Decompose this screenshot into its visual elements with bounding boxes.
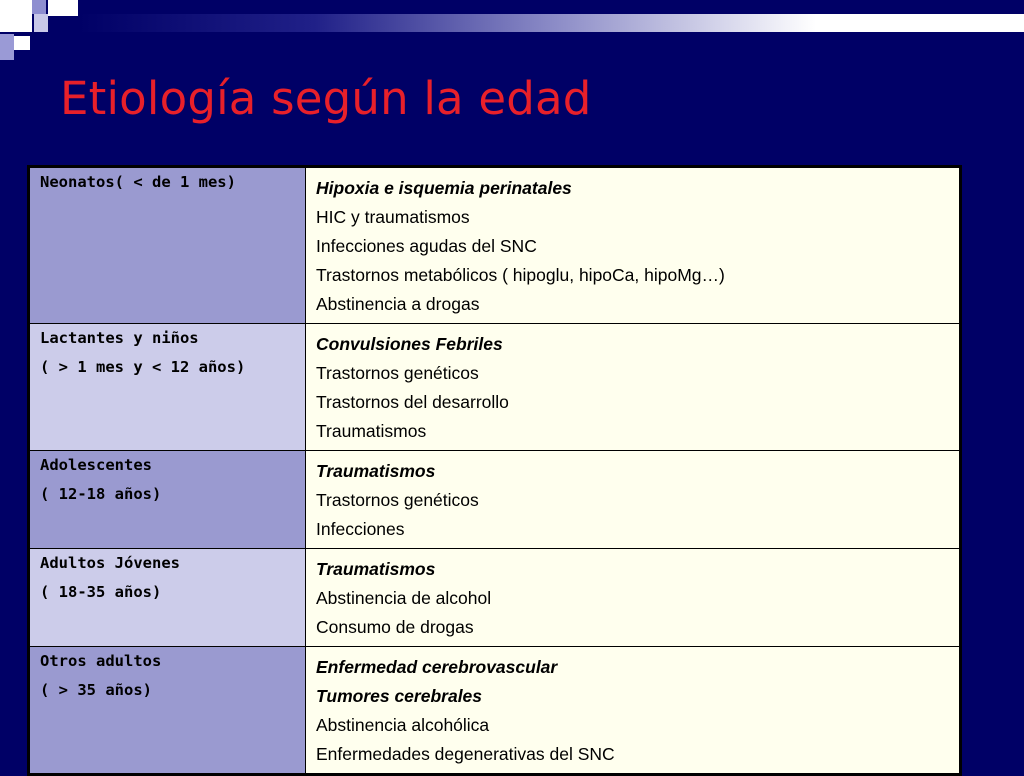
decorative-square: [0, 0, 32, 32]
age-group-cell: [30, 549, 306, 647]
causes-cell: [306, 647, 960, 774]
decorative-square: [34, 14, 48, 32]
age-group-label: ( > 35 años): [40, 681, 152, 699]
causes-cell: [306, 168, 960, 324]
table-body: [30, 168, 960, 774]
age-group-label: ( 12-18 años): [40, 485, 162, 503]
cause-item: Abstinencia alcohólica: [316, 715, 490, 735]
primary-cause: Hipoxia e isquemia perinatales: [316, 178, 572, 198]
age-group-label: ( 18-35 años): [40, 583, 162, 601]
cause-item: Trastornos del desarrollo: [316, 392, 509, 412]
primary-cause: Enfermedad cerebrovascular: [316, 657, 558, 677]
cause-item: Trastornos genéticos: [316, 363, 479, 383]
cause-item: Trastornos metabólicos ( hipoglu, hipoCa, hipoMg…): [316, 265, 725, 285]
cause-item: Trastornos genéticos: [316, 490, 479, 510]
cause-item: Infecciones agudas del SNC: [316, 236, 537, 256]
age-group-label: Lactantes y niños: [40, 329, 199, 347]
primary-cause: Traumatismos: [316, 461, 436, 481]
cause-item: Consumo de drogas: [316, 617, 474, 637]
cause-item: HIC y traumatismos: [316, 207, 470, 227]
age-group-cell: [30, 168, 306, 324]
table-row: [30, 324, 960, 451]
causes-cell: [306, 451, 960, 549]
slide-title: Etiología según la edad: [60, 72, 592, 125]
cause-item: Abstinencia a drogas: [316, 294, 480, 314]
age-group-cell: [30, 647, 306, 774]
age-group-label: Adolescentes: [40, 456, 152, 474]
decorative-square: [32, 0, 46, 14]
cause-item: Traumatismos: [316, 421, 427, 441]
age-group-cell: [30, 324, 306, 451]
primary-cause: Convulsiones Febriles: [316, 334, 503, 354]
decorative-square: [14, 36, 30, 50]
decorative-gradient-bar: [78, 14, 1024, 32]
table-row: [30, 168, 960, 324]
age-group-label: ( > 1 mes y < 12 años): [40, 358, 246, 376]
age-group-label: Adultos Jóvenes: [40, 554, 180, 572]
decorative-square: [0, 34, 14, 60]
table-row: [30, 647, 960, 774]
age-group-cell: [30, 451, 306, 549]
causes-cell: [306, 324, 960, 451]
decorative-square: [48, 0, 78, 16]
cause-item: Infecciones: [316, 519, 405, 539]
causes-cell: [306, 549, 960, 647]
etiology-table: [27, 165, 962, 776]
table-row: [30, 549, 960, 647]
primary-cause: Traumatismos: [316, 559, 436, 579]
primary-cause: Tumores cerebrales: [316, 686, 483, 706]
cause-item: Enfermedades degenerativas del SNC: [316, 744, 615, 764]
age-group-label: Neonatos( < de 1 mes): [40, 173, 236, 191]
age-group-label: Otros adultos: [40, 652, 162, 670]
cause-item: Abstinencia de alcohol: [316, 588, 492, 608]
table-row: [30, 451, 960, 549]
